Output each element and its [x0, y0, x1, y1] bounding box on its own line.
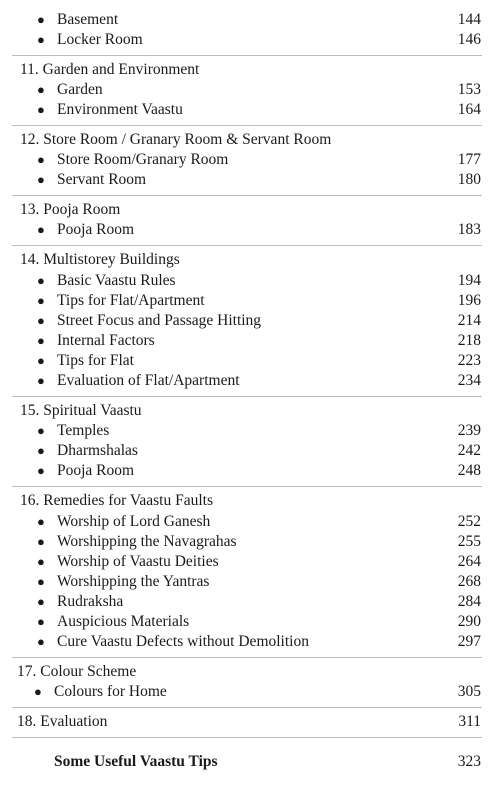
bullet-icon: ●: [37, 172, 45, 187]
bullet-icon: ●: [37, 614, 45, 629]
toc-entry-label: Basement: [57, 11, 119, 28]
toc-entry-label: Locker Room: [57, 31, 143, 48]
bullet-icon: ●: [37, 102, 45, 117]
toc-entry-label: Colours for Home: [54, 683, 167, 700]
bullet-icon: ●: [37, 273, 45, 288]
toc-entry: [0, 170, 493, 190]
toc-entry: [0, 100, 493, 120]
toc-entry-page: 242: [457, 442, 481, 459]
toc-entry-label: Basic Vaastu Rules: [57, 272, 176, 289]
toc-entry: [0, 311, 493, 331]
bullet-icon: ●: [37, 293, 45, 308]
toc-entry: [0, 331, 493, 351]
toc-entry-page: 146: [457, 31, 481, 48]
bullet-icon: ●: [37, 594, 45, 609]
toc-entry-label: Worship of Lord Ganesh: [57, 513, 211, 530]
toc-entry-label: Environment Vaastu: [57, 101, 183, 118]
toc-entry: [0, 532, 493, 552]
bullet-icon: ●: [37, 333, 45, 348]
chapter-title: 18. Evaluation: [17, 713, 108, 730]
section-divider: [12, 125, 482, 126]
toc-entry-page: 223: [457, 352, 481, 369]
toc-entry-page: 255: [457, 533, 481, 550]
toc-entry-label: Street Focus and Passage Hitting: [57, 312, 262, 329]
bullet-icon: ●: [37, 443, 45, 458]
toc-entry: [0, 512, 493, 532]
toc-entry-page: 177: [457, 151, 481, 168]
toc-entry-page: 214: [457, 312, 481, 329]
bullet-icon: ●: [37, 534, 45, 549]
bullet-icon: ●: [37, 313, 45, 328]
toc-entry-label: Evaluation of Flat/Apartment: [57, 372, 240, 389]
toc-entry-label: Cure Vaastu Defects without Demolition: [57, 633, 309, 650]
toc-entry: [0, 291, 493, 311]
toc-entry-label: Store Room/Granary Room: [57, 151, 229, 168]
chapter-page: 311: [458, 713, 481, 730]
toc-entry-label: Tips for Flat/Apartment: [57, 292, 205, 309]
bullet-icon: ●: [37, 463, 45, 478]
chapter-title: 11. Garden and Environment: [20, 61, 200, 78]
section-divider: [12, 55, 482, 56]
toc-entry-page: 248: [457, 462, 481, 479]
bullet-icon: ●: [34, 684, 42, 699]
chapter-heading: [0, 712, 493, 732]
toc-entry-page: 180: [457, 171, 481, 188]
chapter-title: 14. Multistorey Buildings: [20, 251, 180, 268]
toc-entry: [0, 271, 493, 291]
toc-entry-label: Pooja Room: [57, 221, 135, 238]
section-divider: [12, 486, 482, 487]
chapter-title: 13. Pooja Room: [20, 201, 121, 218]
toc-entry-label: Pooja Room: [57, 462, 135, 479]
chapter-heading: [0, 60, 493, 80]
appendix-page: 323: [457, 753, 481, 770]
bullet-icon: ●: [37, 12, 45, 27]
chapter-title: 15. Spiritual Vaastu: [20, 402, 142, 419]
toc-entry-page: 290: [457, 613, 481, 630]
toc-entry-page: 264: [457, 553, 481, 570]
toc-entry: [0, 612, 493, 632]
toc-entry-label: Dharmshalas: [57, 442, 138, 459]
toc-entry: [0, 10, 493, 30]
appendix-heading: [0, 752, 493, 772]
chapter-title: 16. Remedies for Vaastu Faults: [20, 492, 214, 509]
toc-entry-page: 234: [457, 372, 481, 389]
toc-entry-page: 183: [457, 221, 481, 238]
toc-entry: [0, 351, 493, 371]
toc-entry-label: Temples: [57, 422, 110, 439]
bullet-icon: ●: [37, 32, 45, 47]
toc-entry-label: Internal Factors: [57, 332, 155, 349]
toc-entry-label: Worshipping the Navagrahas: [57, 533, 237, 550]
chapter-heading: [0, 250, 493, 270]
toc-entry-label: Garden: [57, 81, 103, 98]
section-divider: [12, 245, 482, 246]
chapter-heading: [0, 130, 493, 150]
toc-entry: [0, 552, 493, 572]
section-divider: [12, 396, 482, 397]
toc-entry-page: 239: [457, 422, 481, 439]
bullet-icon: ●: [37, 222, 45, 237]
bullet-icon: ●: [37, 554, 45, 569]
toc-entry-label: Worshipping the Yantras: [57, 573, 210, 590]
toc-entry-page: 268: [457, 573, 481, 590]
toc-entry: [0, 682, 493, 702]
toc-entry: [0, 150, 493, 170]
bullet-icon: ●: [37, 373, 45, 388]
section-divider: [12, 195, 482, 196]
bullet-icon: ●: [37, 574, 45, 589]
bullet-icon: ●: [37, 82, 45, 97]
bullet-icon: ●: [37, 514, 45, 529]
chapter-heading: [0, 662, 493, 682]
toc-entry: [0, 572, 493, 592]
toc-entry-page: 144: [457, 11, 481, 28]
bullet-icon: ●: [37, 152, 45, 167]
toc-entry-label: Servant Room: [57, 171, 147, 188]
toc-entry-label: Rudraksha: [57, 593, 124, 610]
toc-entry: [0, 30, 493, 50]
chapter-title: 17. Colour Scheme: [17, 663, 137, 680]
chapter-heading: [0, 401, 493, 421]
toc-entry-page: 218: [457, 332, 481, 349]
appendix-title: Some Useful Vaastu Tips: [54, 753, 218, 770]
toc-entry: [0, 220, 493, 240]
toc-entry-page: 196: [457, 292, 481, 309]
chapter-heading: [0, 491, 493, 511]
toc-entry-page: 305: [457, 683, 481, 700]
toc-entry: [0, 461, 493, 481]
section-divider: [12, 657, 482, 658]
toc-entry-label: Tips for Flat: [57, 352, 134, 369]
toc-entry-page: 284: [457, 593, 481, 610]
toc-entry-label: Worship of Vaastu Deities: [57, 553, 219, 570]
bullet-icon: ●: [37, 634, 45, 649]
bullet-icon: ●: [37, 423, 45, 438]
toc-entry: [0, 441, 493, 461]
toc-entry-page: 164: [457, 101, 481, 118]
toc-entry: [0, 592, 493, 612]
section-divider: [12, 737, 482, 738]
toc-entry-page: 297: [457, 633, 481, 650]
toc-entry-page: 252: [457, 513, 481, 530]
toc-entry-page: 194: [457, 272, 481, 289]
chapter-title: 12. Store Room / Granary Room & Servant Room: [20, 131, 332, 148]
chapter-heading: [0, 200, 493, 220]
toc-entry: [0, 421, 493, 441]
toc-entry-page: 153: [457, 81, 481, 98]
toc-entry: [0, 80, 493, 100]
bullet-icon: ●: [37, 353, 45, 368]
toc-entry-label: Auspicious Materials: [57, 613, 190, 630]
section-divider: [12, 707, 482, 708]
toc-entry: [0, 632, 493, 652]
toc-entry: [0, 371, 493, 391]
